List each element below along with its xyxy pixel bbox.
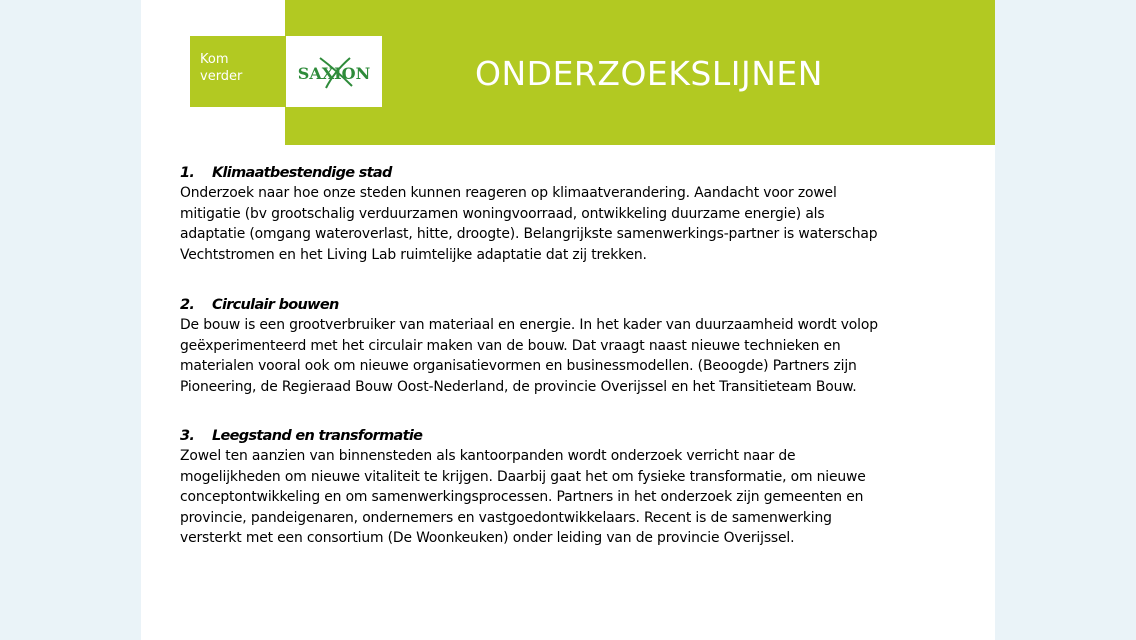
section-klimaat bbox=[180, 163, 960, 265]
tagline-line-1: Kom bbox=[200, 52, 229, 67]
section-number: 2. bbox=[180, 297, 195, 313]
saxion-logo bbox=[286, 36, 382, 107]
section-circulair bbox=[180, 295, 960, 397]
body-line: conceptontwikkeling en om samenwerkingsprocessen. Partners in het onderzoek zijn gemeenten en bbox=[180, 489, 864, 505]
body-line: Pioneering, de Regieraad Bouw Oost-Nederland, de provincie Overijssel en het Transitieteam Bouw. bbox=[180, 378, 857, 395]
section-heading bbox=[180, 295, 960, 315]
section-body bbox=[180, 183, 960, 265]
body-line: Vechtstromen en het Living Lab ruimtelijke adaptatie dat zij trekken. bbox=[180, 246, 647, 263]
section-number: 3. bbox=[180, 428, 195, 444]
body-line: mitigatie (bv grootschalig verduurzamen woningvoorraad, ontwikkeling duurzame energie) als bbox=[180, 205, 825, 222]
body-line: mogelijkheden om nieuwe vitaliteit te krijgen. Daarbij gaat het om fysieke transformatie, om nieuwe bbox=[180, 468, 866, 485]
page-title: ONDERZOEKSLIJNEN bbox=[475, 54, 823, 93]
section-body bbox=[180, 446, 960, 549]
section-title: Klimaatbestendige stad bbox=[212, 165, 392, 181]
section-leegstand bbox=[180, 426, 960, 549]
body-line: materialen vooral ook om nieuwe organisatievormen en businessmodellen. (Beoogde) Partners zijn bbox=[180, 358, 857, 374]
body-line: provincie, pandeigenaren, ondernemers en vastgoedontwikkelaars. Recent is de samenwerking bbox=[180, 509, 832, 526]
logo-text: SAXION bbox=[297, 64, 371, 83]
tagline-line-2: verder bbox=[200, 69, 243, 84]
body-line: Zowel ten aanzien van binnensteden als kantoorpanden wordt onderzoek verricht naar de bbox=[180, 448, 796, 464]
body-line: geëxperimenteerd met het circulair maken van de bouw. Dat vraagt naast nieuwe technieken en bbox=[180, 337, 841, 354]
tagline bbox=[200, 51, 242, 85]
body-line: De bouw is een grootverbruiker van materiaal en energie. In het kader van duurzaamheid wordt volop bbox=[180, 317, 878, 333]
tagline-block bbox=[190, 36, 286, 107]
section-heading bbox=[180, 426, 960, 446]
section-heading bbox=[180, 163, 960, 183]
body-line: versterkt met een consortium (De Woonkeuken) onder leiding van de provincie Overijssel. bbox=[180, 530, 795, 546]
body-line: Onderzoek naar hoe onze steden kunnen reageren op klimaatverandering. Aandacht voor zowel bbox=[180, 185, 837, 201]
body-line: adaptatie (omgang wateroverlast, hitte, droogte). Belangrijkste samenwerkings-partner is waterschap bbox=[180, 226, 878, 242]
section-number: 1. bbox=[180, 165, 195, 181]
saxion-logo-mark bbox=[286, 36, 382, 107]
section-body bbox=[180, 315, 960, 397]
section-title: Leegstand en transformatie bbox=[212, 428, 423, 444]
section-title: Circulair bouwen bbox=[212, 297, 339, 313]
